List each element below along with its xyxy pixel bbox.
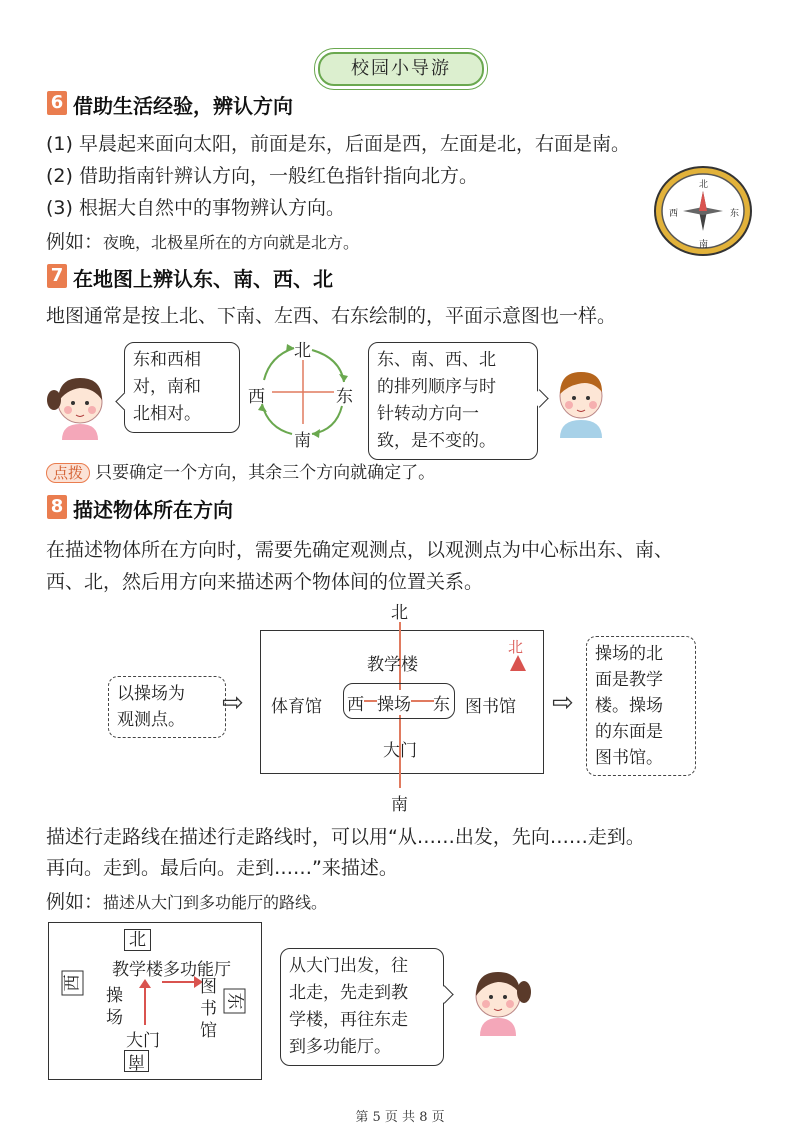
route-playground <box>106 985 123 1029</box>
playground-east: 东 <box>433 695 450 715</box>
box-line: 图书馆。 <box>595 748 663 768</box>
cross-east: 东 <box>336 387 353 407</box>
cross-north: 北 <box>294 341 311 361</box>
bubble-line: 致，是不变的。 <box>377 431 496 451</box>
section-8-title: 描述物体所在方向 <box>73 498 233 522</box>
s6-line-1: (1) 早晨起来面向太阳，前面是东，后面是西，左面是北，右面是南。 <box>46 133 630 155</box>
route-library-char: 图 <box>200 977 217 997</box>
box-line: 操场的北 <box>595 644 663 664</box>
girl-route-bubble <box>280 948 444 1066</box>
s8-para-3: 描述行走路线在描述行走路线时，可以用“从……出发，先向……走到。 <box>46 826 645 848</box>
s8-para-2: 西、北，然后用方向来描述两个物体间的位置关系。 <box>46 571 484 593</box>
section-7-number: 7 <box>47 264 67 288</box>
north-arrow-icon <box>510 655 526 671</box>
north-marker: 北 <box>508 638 524 656</box>
s6-example-text: 夜晚，北极星所在的方向就是北方。 <box>103 233 360 252</box>
bubble-line: 北走，先走到教 <box>289 983 408 1003</box>
route-playground-char: 操 <box>106 986 123 1006</box>
bubble-line: 东、南、西、北 <box>377 350 496 370</box>
hollow-arrow-icon: ⇨ <box>552 688 574 718</box>
bubble-line: 从大门出发，往 <box>289 956 408 976</box>
box-line: 的东面是 <box>595 722 663 742</box>
route-map-south: 南 <box>124 1050 149 1072</box>
girl-illustration <box>44 370 116 440</box>
route-library <box>200 976 217 1042</box>
bubble-line: 北相对。 <box>133 404 201 424</box>
boy-speech-bubble <box>368 342 538 460</box>
compass-w: 西 <box>669 209 679 219</box>
box-line: 面是教学 <box>595 670 663 690</box>
s6-line-2: (2) 借助指南针辨认方向，一般红色指针指向北方。 <box>46 165 478 187</box>
section-8-number: 8 <box>47 495 67 519</box>
route-arrow-up-icon <box>139 979 151 988</box>
bubble-line: 学楼，再往东走 <box>289 1010 408 1030</box>
box-line: 观测点。 <box>117 710 185 730</box>
bubble-line: 对，南和 <box>133 377 201 397</box>
tip-text: 只要确定一个方向，其余三个方向就确定了。 <box>95 463 436 483</box>
box-line: 以操场为 <box>117 684 185 704</box>
s8-example-label: 例如： <box>46 891 104 913</box>
s8-para-1: 在描述物体所在方向时，需要先确定观测点，以观测点为中心标出东、南、 <box>46 539 674 561</box>
compass-s: 南 <box>699 240 709 250</box>
direction-cross <box>248 338 358 451</box>
teaching-building: 教学楼 <box>367 655 418 675</box>
girl-illustration-2 <box>462 962 534 1036</box>
conclusion-box <box>586 636 696 776</box>
cross-south: 南 <box>294 431 311 451</box>
observation-box <box>108 676 226 738</box>
s8-para-4: 再向。走到。最后向。走到……”来描述。 <box>46 857 398 879</box>
s8-example-text: 描述从大门到多功能厅的路线。 <box>103 893 328 912</box>
compass-n: 北 <box>699 180 709 190</box>
section-6-title: 借助生活经验，辨认方向 <box>73 94 293 118</box>
route-map-north: 北 <box>124 929 151 951</box>
gymnasium: 体育馆 <box>271 697 322 717</box>
bubble-line: 的排列顺序与时 <box>377 377 496 397</box>
bubble-line: 到多功能厅。 <box>289 1037 391 1057</box>
main-gate: 大门 <box>383 741 417 761</box>
tip-row <box>46 458 435 483</box>
s6-example <box>46 227 359 254</box>
girl-speech-bubble <box>124 342 240 433</box>
s6-line-3: (3) 根据大自然中的事物辨认方向。 <box>46 197 345 219</box>
tip-tag: 点拨 <box>46 463 90 483</box>
library: 图书馆 <box>465 697 516 717</box>
playground-label: 操场 <box>377 690 411 715</box>
cross-west: 西 <box>248 387 265 407</box>
route-library-char: 书 <box>200 999 217 1019</box>
map-north-label: 北 <box>391 603 408 623</box>
box-line: 楼。操场 <box>595 696 663 716</box>
route-map-east: 东 <box>224 989 246 1014</box>
playground-west: 西 <box>347 695 364 715</box>
compass-e: 东 <box>730 209 740 219</box>
section-6-number: 6 <box>47 91 67 115</box>
bubble-line: 东和西相 <box>133 350 201 370</box>
route-library-char: 馆 <box>200 1021 217 1041</box>
s6-example-label: 例如： <box>46 231 104 253</box>
bubble-line: 针转动方向一 <box>377 404 479 424</box>
route-east-segment <box>162 981 194 983</box>
hollow-arrow-icon: ⇨ <box>222 688 244 718</box>
route-playground-char: 场 <box>106 1008 123 1028</box>
route-map-west: 西 <box>62 971 84 996</box>
route-north-segment <box>144 985 146 1025</box>
map-south-label: 南 <box>391 795 408 815</box>
page-footer: 第 5 页 共 8 页 <box>355 1110 445 1125</box>
s7-intro: 地图通常是按上北、下南、左西、右东绘制的，平面示意图也一样。 <box>46 305 617 327</box>
section-7-title: 在地图上辨认东、南、西、北 <box>73 267 333 291</box>
s8-example <box>46 887 327 914</box>
page-banner: 校园小导游 <box>318 52 484 86</box>
boy-illustration <box>548 362 614 438</box>
teaching-hall-label: 教学楼多功能厅 <box>112 960 231 980</box>
route-gate: 大门 <box>126 1031 160 1051</box>
compass <box>652 165 754 257</box>
